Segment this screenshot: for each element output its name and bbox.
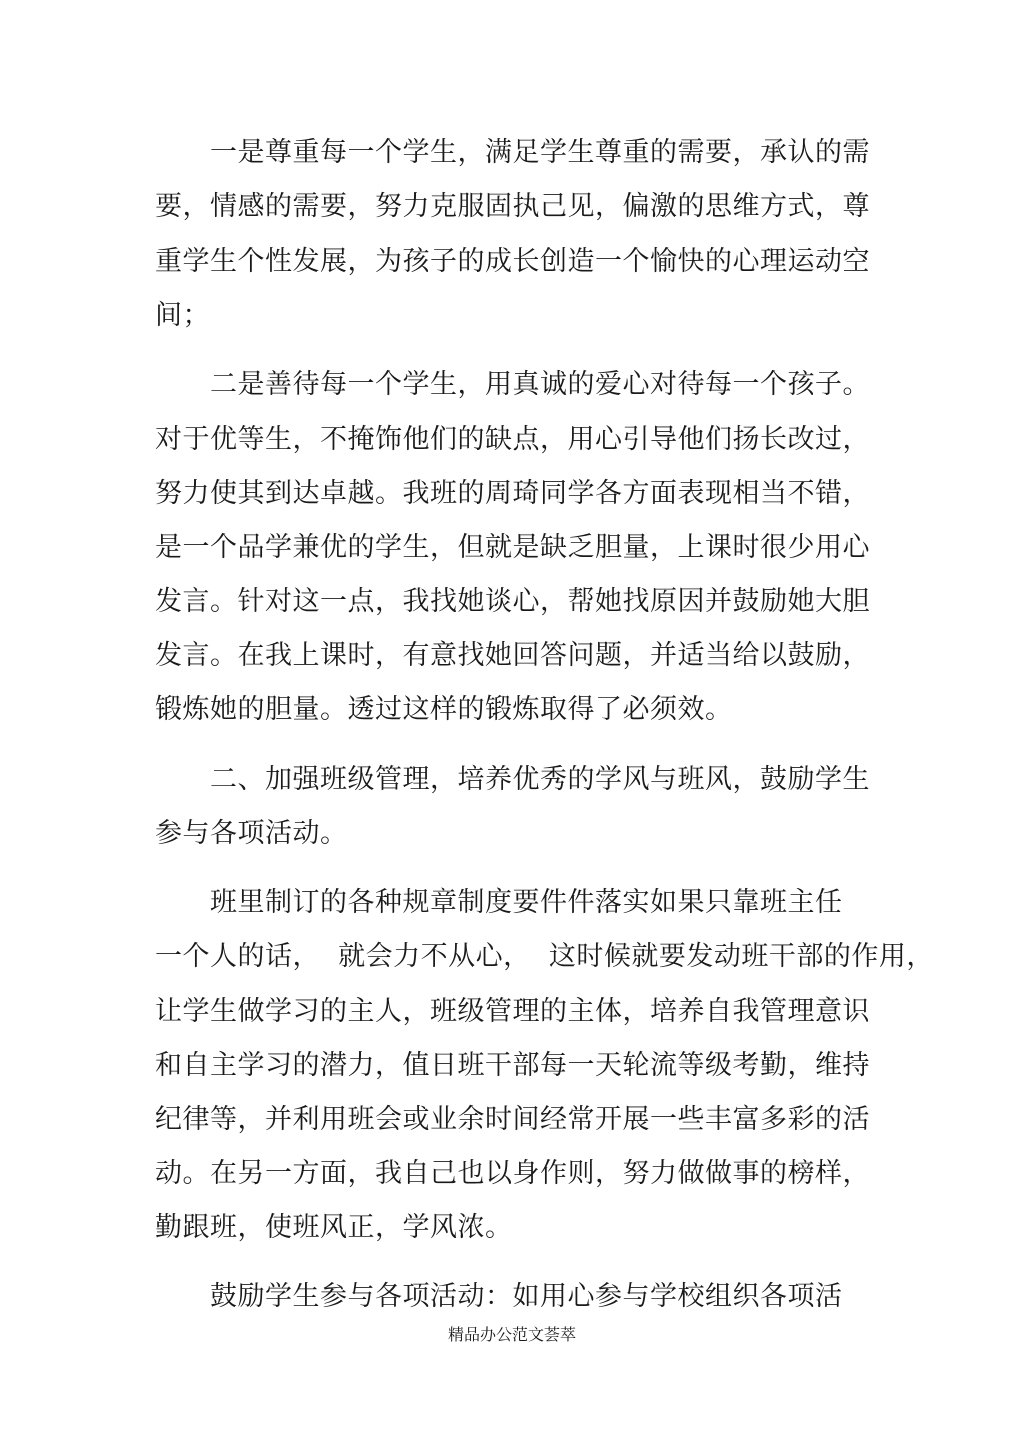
section-heading-line: 二、加强班级管理，培养优秀的学风与班风，鼓励学生 [210,764,870,795]
paragraph-line: 纪律等，并利用班会或业余时间经常开展一些丰富多彩的活 [155,1104,870,1135]
paragraph-line: 一是尊重每一个学生，满足学生尊重的需要，承认的需 [210,137,870,168]
paragraph-line: 对于优等生，不掩饰他们的缺点，用心引导他们扬长改过， [155,424,870,455]
section-heading-line: 参与各项活动。 [155,818,348,849]
paragraph-line: 二是善待每一个学生，用真诚的爱心对待每一个孩子。 [210,369,870,400]
paragraph-line: 间； [155,300,210,331]
paragraph-line: 勤跟班，使班风正，学风浓。 [155,1212,513,1243]
paragraph-line: 鼓励学生参与各项活动：如用心参与学校组织各项活 [210,1281,843,1312]
paragraph-line: 是一个品学兼优的学生，但就是缺乏胆量，上课时很少用心 [155,532,870,563]
paragraph-line: 重学生个性发展，为孩子的成长创造一个愉快的心理运动空 [155,246,870,277]
paragraph-line: 努力使其到达卓越。我班的周琦同学各方面表现相当不错， [155,478,870,509]
paragraph-line: 锻炼她的胆量。透过这样的锻炼取得了必须效。 [155,694,733,725]
paragraph-line: 和自主学习的潜力，值日班干部每一天轮流等级考勤，维持 [155,1050,870,1081]
paragraph-line: 动。在另一方面，我自己也以身作则，努力做做事的榜样， [155,1158,870,1189]
paragraph-line: 发言。针对这一点，我找她谈心，帮她找原因并鼓励她大胆 [155,586,870,617]
paragraph-line: 班里制订的各种规章制度要件件落实如果只靠班主任 [210,887,843,918]
paragraph-line: 要，情感的需要，努力克服固执己见，偏激的思维方式，尊 [155,191,870,222]
paragraph-line: 让学生做学习的主人，班级管理的主体，培养自我管理意识 [155,996,870,1027]
paragraph-line: 一个人的话， 就会力不从心， 这时候就要发动班干部的作用， [155,941,934,972]
paragraph-line: 发言。在我上课时，有意找她回答问题，并适当给以鼓励， [155,640,870,671]
page-footer: 精品办公范文荟萃 [447,1325,576,1344]
